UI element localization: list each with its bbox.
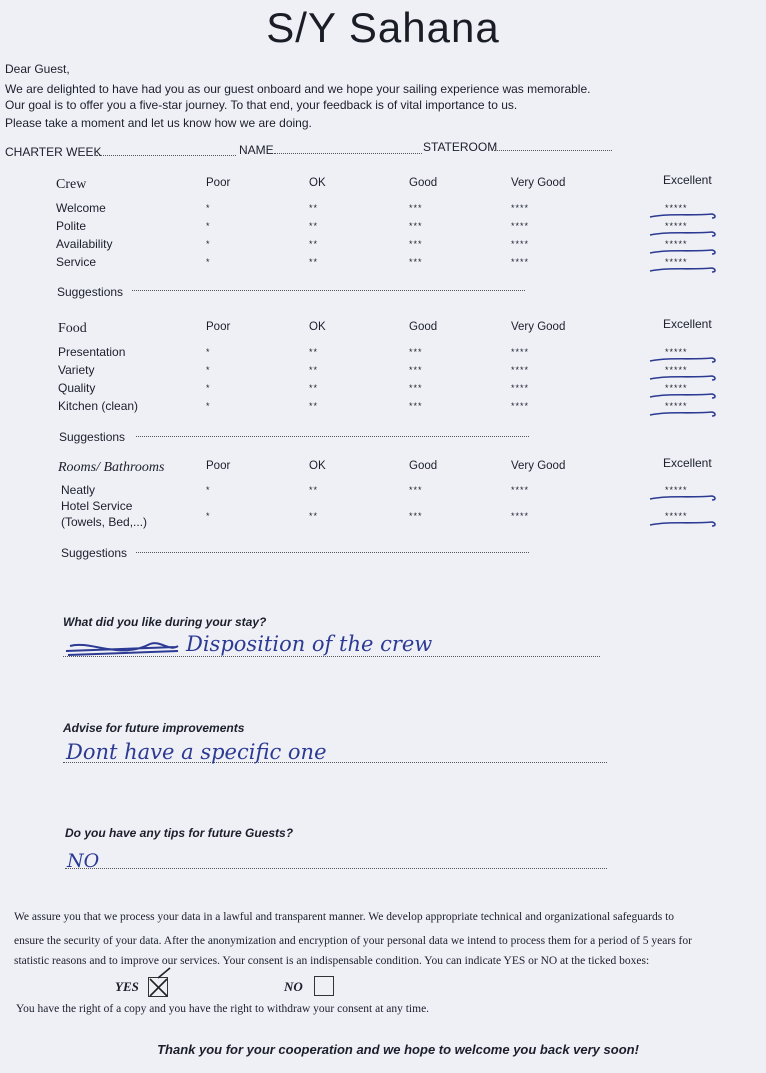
rating-option-good[interactable]: *** [409, 203, 423, 213]
privacy-line-2: ensure the security of your data. After the anonymization and encryption of your personal data we intend to process them for a period of 5 years for [14, 935, 692, 947]
rating-header: OK [309, 460, 326, 472]
suggestions-label: Suggestions [61, 546, 128, 560]
rating-option-poor[interactable]: * [206, 383, 211, 393]
rating-option-good[interactable]: *** [409, 221, 423, 231]
excellent-mark [650, 394, 715, 398]
excellent-mark [650, 412, 715, 416]
rating-option-good[interactable]: *** [409, 365, 423, 375]
rating-option-poor[interactable]: * [206, 239, 211, 249]
privacy-line-3: statistic reasons and to improve our services. Your consent is an indispensable condition. You can indicate YES or NO at the ticked boxes: [14, 955, 650, 967]
rating-header: Excellent [663, 456, 712, 470]
suggestions-label: Suggestions [57, 285, 124, 299]
rating-option-ok[interactable]: ** [309, 401, 319, 411]
question-improvements: Advise for future improvements [63, 721, 245, 735]
rating-option-ok[interactable]: ** [309, 485, 319, 495]
section-title: Crew [56, 177, 87, 192]
rating-option-excellent[interactable]: ***** [665, 383, 688, 393]
rating-option-very-good[interactable]: **** [511, 401, 530, 411]
suggestions-field[interactable] [132, 290, 525, 291]
charter-week-field[interactable] [96, 155, 236, 156]
closing-text: Thank you for your cooperation and we hope to welcome you back very soon! [157, 1042, 639, 1057]
answer-tips[interactable]: NO [67, 850, 100, 872]
rating-option-excellent[interactable]: ***** [665, 511, 688, 521]
section-title: Rooms/ Bathrooms [58, 460, 165, 475]
excellent-mark [650, 358, 715, 362]
intro-line-3: Please take a moment and let us know how we are doing. [5, 116, 312, 130]
rating-option-very-good[interactable]: **** [511, 239, 530, 249]
suggestions-field[interactable] [136, 436, 529, 437]
rating-option-ok[interactable]: ** [309, 221, 319, 231]
rating-option-good[interactable]: *** [409, 239, 423, 249]
consent-yes-label: YES [115, 979, 139, 994]
question-tips: Do you have any tips for future Guests? [65, 826, 294, 840]
privacy-line-1: We assure you that we process your data in a lawful and transparent manner. We develop appropriate technical and organizational safeguards to [14, 911, 675, 923]
rating-option-excellent[interactable]: ***** [665, 401, 688, 411]
form-title: S/Y Sahana [266, 4, 500, 51]
rating-option-excellent[interactable]: ***** [665, 347, 688, 357]
rating-option-very-good[interactable]: **** [511, 365, 530, 375]
rating-header: Very Good [511, 460, 566, 472]
name-label: NAME [239, 143, 274, 157]
rating-option-good[interactable]: *** [409, 401, 423, 411]
rating-header: Poor [206, 460, 231, 472]
rating-header: Excellent [663, 317, 712, 331]
intro-line-1: We are delighted to have had you as our guest onboard and we hope your sailing experience was memorable. [5, 82, 591, 96]
suggestions-label: Suggestions [59, 430, 126, 444]
greeting: Dear Guest, [5, 62, 70, 76]
consent-no-checkbox[interactable] [314, 976, 334, 996]
rating-option-poor[interactable]: * [206, 257, 211, 267]
stateroom-label: STATEROOM [423, 140, 498, 154]
rating-option-excellent[interactable]: ***** [665, 221, 688, 231]
name-field[interactable] [274, 153, 422, 154]
rating-option-poor[interactable]: * [206, 365, 211, 375]
section-title: Food [58, 321, 87, 336]
answer-liked[interactable]: Disposition of the crew [186, 632, 433, 656]
rating-item-label: Variety [58, 363, 95, 377]
excellent-mark [650, 232, 715, 236]
rating-item-label: Service [56, 255, 97, 269]
rating-option-excellent[interactable]: ***** [665, 257, 688, 267]
rating-option-very-good[interactable]: **** [511, 485, 530, 495]
excellent-mark [650, 376, 715, 380]
rating-option-ok[interactable]: ** [309, 257, 319, 267]
rating-header: OK [309, 177, 326, 189]
rating-option-excellent[interactable]: ***** [665, 485, 688, 495]
rating-header: OK [309, 321, 326, 333]
rating-option-good[interactable]: *** [409, 511, 423, 521]
rating-option-ok[interactable]: ** [309, 383, 319, 393]
intro-line-2: Our goal is to offer you a five-star journey. To that end, your feedback is of vital importance to us. [5, 98, 518, 112]
rating-option-very-good[interactable]: **** [511, 383, 530, 393]
rating-option-good[interactable]: *** [409, 383, 423, 393]
consent-no-label: NO [284, 979, 303, 994]
rating-option-very-good[interactable]: **** [511, 203, 530, 213]
rating-header: Good [409, 460, 438, 472]
rating-option-good[interactable]: *** [409, 485, 423, 495]
rating-option-ok[interactable]: ** [309, 347, 319, 357]
scribble-mark [66, 643, 178, 655]
rating-item-label: Welcome [56, 201, 106, 215]
rating-header: Poor [206, 321, 231, 333]
rating-option-excellent[interactable]: ***** [665, 239, 688, 249]
suggestions-field[interactable] [136, 552, 529, 553]
rating-item-label: Hotel Service [61, 499, 133, 513]
rating-option-poor[interactable]: * [206, 485, 211, 495]
excellent-mark [650, 214, 715, 218]
excellent-mark [650, 268, 715, 272]
answer-liked-line [63, 656, 600, 657]
rating-option-poor[interactable]: * [206, 347, 211, 357]
rating-option-poor[interactable]: * [206, 511, 211, 521]
rating-header: Good [409, 321, 438, 333]
excellent-mark [650, 496, 715, 500]
rating-option-ok[interactable]: ** [309, 511, 319, 521]
excellent-mark [650, 250, 715, 254]
rating-item-label: Presentation [58, 345, 126, 359]
rating-item-label: Quality [58, 381, 96, 395]
rating-option-poor[interactable]: * [206, 221, 211, 231]
rating-header: Excellent [663, 173, 712, 187]
consent-yes-checkbox[interactable] [148, 977, 168, 997]
rating-option-good[interactable]: *** [409, 347, 423, 357]
rating-header: Poor [206, 177, 231, 189]
rating-item-label: Availability [56, 237, 113, 251]
rating-item-label: Kitchen (clean) [58, 399, 139, 413]
rating-header: Very Good [511, 321, 566, 333]
rating-option-ok[interactable]: ** [309, 365, 319, 375]
answer-tips-line [65, 868, 607, 869]
rating-option-excellent[interactable]: ***** [665, 365, 688, 375]
excellent-mark [650, 522, 715, 526]
rating-option-good[interactable]: *** [409, 257, 423, 267]
rating-option-very-good[interactable]: **** [511, 257, 530, 267]
answer-improvements[interactable]: Dont have a specific one [66, 740, 327, 764]
rating-option-poor[interactable]: * [206, 203, 211, 213]
rating-header: Very Good [511, 177, 566, 189]
stateroom-field[interactable] [494, 150, 612, 151]
rating-option-poor[interactable]: * [206, 401, 211, 411]
rating-option-ok[interactable]: ** [309, 239, 319, 249]
rights-text: You have the right of a copy and you have the right to withdraw your consent at any time. [16, 1003, 430, 1015]
charter-week-label: CHARTER WEEK [5, 145, 102, 159]
rating-option-very-good[interactable]: **** [511, 511, 530, 521]
rating-option-ok[interactable]: ** [309, 203, 319, 213]
question-liked: What did you like during your stay? [63, 615, 267, 629]
rating-item-label: Neatly [61, 483, 96, 497]
rating-option-very-good[interactable]: **** [511, 221, 530, 231]
rating-option-very-good[interactable]: **** [511, 347, 530, 357]
rating-item-label: Polite [56, 219, 87, 233]
rating-option-excellent[interactable]: ***** [665, 203, 688, 213]
rating-item-label: (Towels, Bed,...) [61, 515, 148, 529]
rating-header: Good [409, 177, 438, 189]
